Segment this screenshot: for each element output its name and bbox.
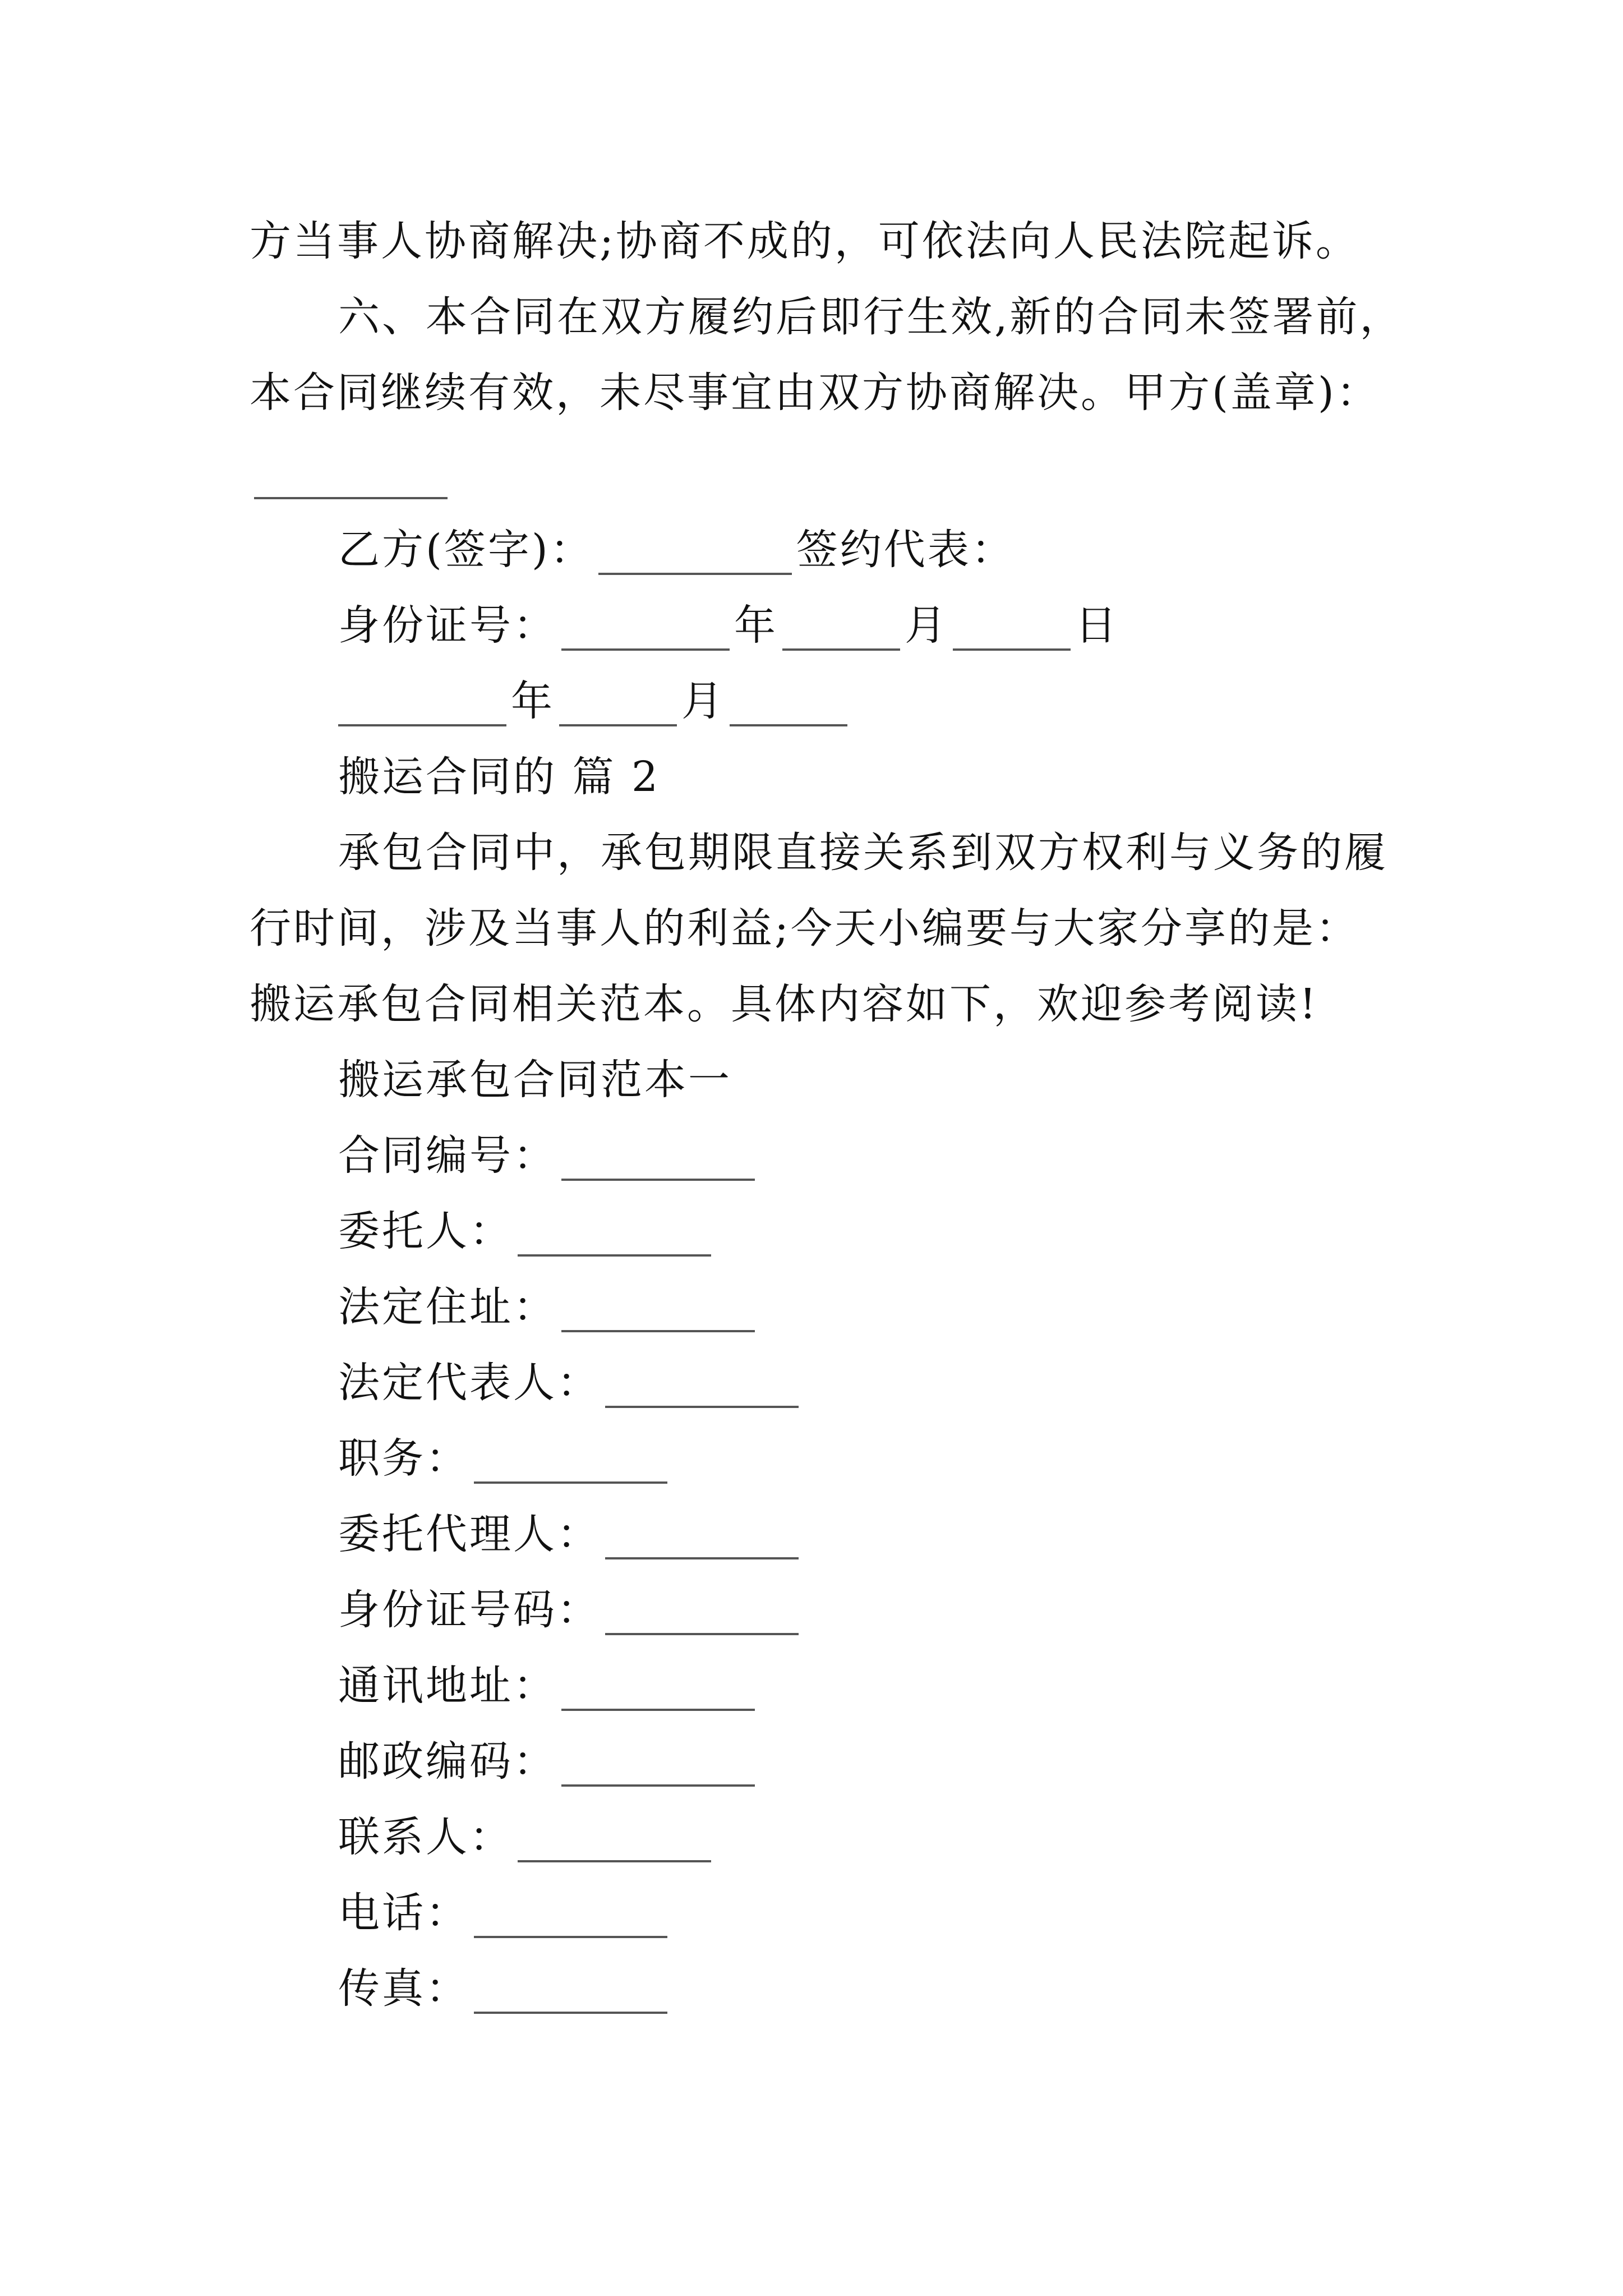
form-field-row [338,1428,672,1489]
line-text: 承包合同中，承包期限直接关系到双方权利与义务的履 [338,829,1388,877]
line-text: 行时间，涉及当事人的利益;今天小编要与大家分享的是： [250,904,1359,953]
party-b-blank [598,573,792,575]
form-field-row [338,1276,759,1338]
field-blank [605,1557,799,1559]
party-a-seal-blank [254,497,448,499]
party-b-signature-row [338,519,1015,581]
field-blank [561,1784,755,1787]
field-blank [518,1860,711,1862]
field-label: 传真： [338,1964,469,2013]
template-title-text: 搬运承包合同范本一 [338,1056,732,1104]
form-field-row [338,1655,759,1717]
month-label: 月 [681,677,725,725]
field-label: 联系人： [338,1813,513,1861]
field-label: 法定住址： [338,1283,557,1331]
month-blank [782,648,900,651]
line-text: 搬运承包合同相关范本。具体内容如下，欢迎参考阅读! [250,980,1318,1028]
field-label: 法定代表人： [338,1359,601,1407]
field-blank [561,1330,755,1332]
day-blank [953,648,1071,651]
template-title [338,1049,732,1111]
year-blank [561,648,730,651]
field-label: 身份证号码： [338,1586,601,1634]
id-label: 身份证号： [338,601,557,650]
field-blank [561,1179,755,1181]
section-heading [338,746,660,808]
field-blank [518,1254,711,1257]
line-text: 六、本合同在双方履约后即行生效,新的合同未签署前， [338,293,1404,341]
text-line [250,210,1359,272]
text-line [250,362,1380,424]
date-row [338,670,852,732]
form-field-row [338,1579,803,1641]
field-label: 电话： [338,1889,469,1937]
field-label: 委托代理人： [338,1510,601,1558]
year-blank [338,724,506,726]
field-blank [561,1709,755,1711]
year-label: 年 [734,601,778,650]
year-label: 年 [511,677,555,725]
text-line [338,286,1404,348]
form-field-row [338,1958,672,2019]
field-label: 通讯地址： [338,1662,557,1710]
text-line [250,973,1318,1035]
form-field-row [338,1731,759,1792]
party-b-label: 乙方(签字)： [338,526,594,574]
field-blank [474,1936,667,1938]
form-field-row [338,1882,672,1944]
day-blank [730,724,847,726]
field-blank [605,1633,799,1635]
field-label: 合同编号： [338,1131,557,1180]
field-blank [474,1481,667,1484]
form-field-row [338,1352,803,1414]
form-field-row [338,1806,716,1868]
form-field-row [338,1125,759,1186]
form-field-row [338,1200,716,1262]
month-label: 月 [905,601,948,650]
representative-label: 签约代表： [796,526,1015,574]
id-date-row [338,595,1119,656]
field-label: 邮政编码： [338,1737,557,1786]
month-blank [559,724,677,726]
day-label: 日 [1075,601,1119,650]
text-line [250,898,1359,959]
form-field-row [338,1503,803,1565]
field-label: 委托人： [338,1207,513,1255]
line-text: 本合同继续有效，未尽事宜由双方协商解决。甲方(盖章)： [250,369,1380,417]
field-blank [474,2012,667,2014]
field-blank [605,1406,799,1408]
text-line [338,822,1388,884]
signature-blank-line [250,443,452,505]
section-heading-text: 搬运合同的 篇 2 [338,753,661,801]
line-text: 方当事人协商解决;协商不成的，可依法向人民法院起诉。 [250,217,1359,265]
field-label: 职务： [338,1434,469,1483]
